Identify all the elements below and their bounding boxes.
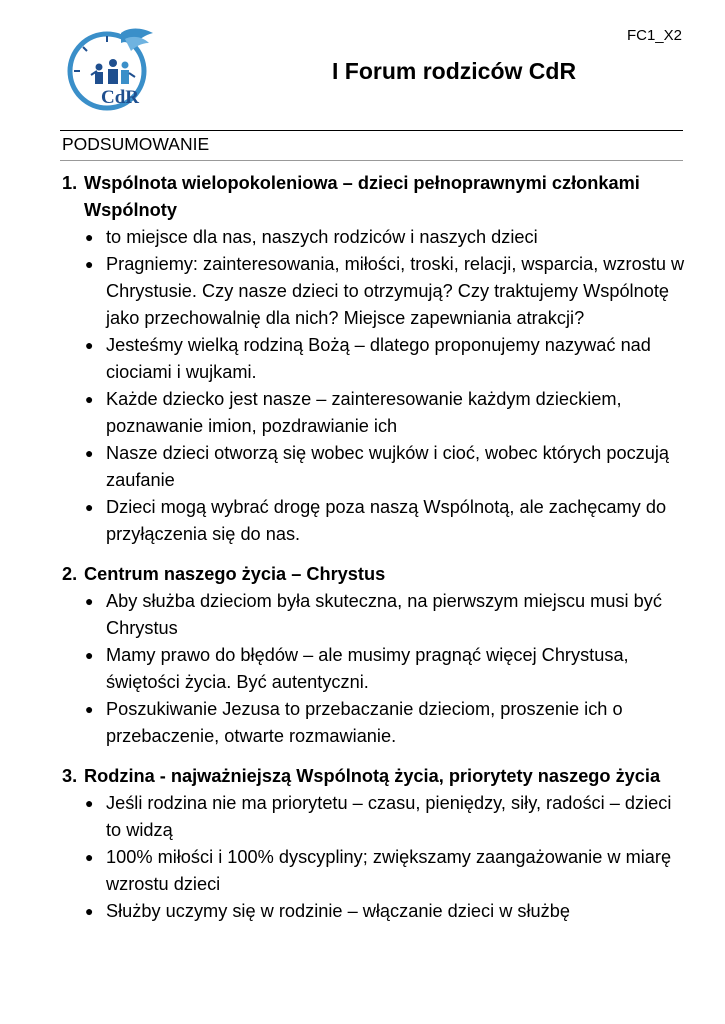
list-item-text: Jeśli rodzina nie ma priorytetu – czasu, pieniędzy, siły, radości – dzieci to widzą bbox=[106, 793, 672, 840]
list-item-text: 100% miłości i 100% dyscypliny; zwiększamy zaangażowanie w miarę wzrostu dzieci bbox=[106, 847, 672, 894]
bullet-icon: ● bbox=[85, 849, 94, 865]
section-heading bbox=[62, 561, 687, 588]
bullet-list bbox=[62, 790, 687, 925]
list-item-text: Aby służba dzieciom była skuteczna, na pierwszym miejscu musi być Chrystus bbox=[106, 591, 662, 638]
list-item bbox=[62, 386, 687, 440]
list-item bbox=[62, 844, 687, 898]
header-divider bbox=[60, 130, 683, 131]
bullet-icon: ● bbox=[85, 903, 94, 919]
page-title: I Forum rodziców CdR bbox=[332, 58, 577, 84]
list-item-text: to miejsce dla nas, naszych rodziców i naszych dzieci bbox=[106, 227, 538, 247]
label-divider bbox=[60, 160, 683, 161]
list-item bbox=[62, 898, 687, 925]
bullet-icon: ● bbox=[85, 593, 94, 609]
list-item bbox=[62, 440, 687, 494]
section-title: Rodzina - najważniejszą Wspólnotą życia, priorytety naszego życia bbox=[84, 766, 661, 786]
bullet-icon: ● bbox=[85, 701, 94, 717]
bullet-icon: ● bbox=[85, 499, 94, 515]
section-2 bbox=[62, 561, 687, 750]
bullet-icon: ● bbox=[85, 256, 94, 272]
bullet-icon: ● bbox=[85, 795, 94, 811]
list-item-text: Jesteśmy wielką rodziną Bożą – dlatego proponujemy nazywać nad ciociami i wujkami. bbox=[106, 335, 651, 382]
bullet-list bbox=[62, 224, 687, 548]
list-item bbox=[62, 642, 687, 696]
list-item bbox=[62, 224, 687, 251]
bullet-icon: ● bbox=[85, 445, 94, 461]
list-item-text: Każde dziecko jest nasze – zainteresowanie każdym dzieckiem, poznawanie imion, pozdrawianie ich bbox=[106, 389, 622, 436]
section-heading bbox=[62, 763, 687, 790]
logo-text: CdR bbox=[101, 87, 140, 108]
section-label: PODSUMOWANIE bbox=[62, 134, 210, 154]
list-item bbox=[62, 494, 687, 548]
bullet-list bbox=[62, 588, 687, 750]
document-code: FC1_X2 bbox=[626, 27, 682, 44]
list-item bbox=[62, 790, 687, 844]
summary-content bbox=[62, 170, 687, 938]
list-item-text: Poszukiwanie Jezusa to przebaczanie dzieciom, proszenie ich o przebaczenie, otwarte rozmawianie. bbox=[106, 699, 623, 746]
section-1 bbox=[62, 170, 687, 548]
section-number: 3. bbox=[62, 766, 78, 786]
list-item-text: Służby uczymy się w rodzinie – włączanie dzieci w służbę bbox=[106, 901, 570, 921]
section-heading bbox=[62, 170, 687, 224]
list-item-text: Dzieci mogą wybrać drogę poza naszą Wspólnotą, ale zachęcamy do przyłączenia się do nas. bbox=[106, 497, 667, 544]
list-item-text: Mamy prawo do błędów – ale musimy pragnąć więcej Chrystusa, świętości życia. Być autentyczni. bbox=[106, 645, 629, 692]
bullet-icon: ● bbox=[85, 391, 94, 407]
list-item bbox=[62, 696, 687, 750]
bullet-icon: ● bbox=[85, 647, 94, 663]
section-3 bbox=[62, 763, 687, 925]
list-item-text: Pragniemy: zainteresowania, miłości, troski, relacji, wsparcia, wzrostu w Chrystusie. Czy nasze dzieci to otrzymują? Czy traktujemy Wspólnotę jako przechowalnię dla nich? Miejsce zapewniania atrakcji? bbox=[106, 254, 685, 328]
section-number: 1. bbox=[62, 173, 78, 193]
section-title: Centrum naszego życia – Chrystus bbox=[84, 564, 386, 584]
bullet-icon: ● bbox=[85, 337, 94, 353]
section-title: Wspólnota wielopokoleniowa – dzieci pełnoprawnymi członkami Wspólnoty bbox=[84, 173, 640, 220]
bullet-icon: ● bbox=[85, 229, 94, 245]
list-item bbox=[62, 588, 687, 642]
family-icon bbox=[91, 59, 135, 84]
cdr-logo bbox=[63, 25, 159, 111]
section-number: 2. bbox=[62, 564, 78, 584]
list-item bbox=[62, 251, 687, 332]
list-item-text: Nasze dzieci otworzą się wobec wujków i cioć, wobec których poczują zaufanie bbox=[106, 443, 670, 490]
list-item bbox=[62, 332, 687, 386]
